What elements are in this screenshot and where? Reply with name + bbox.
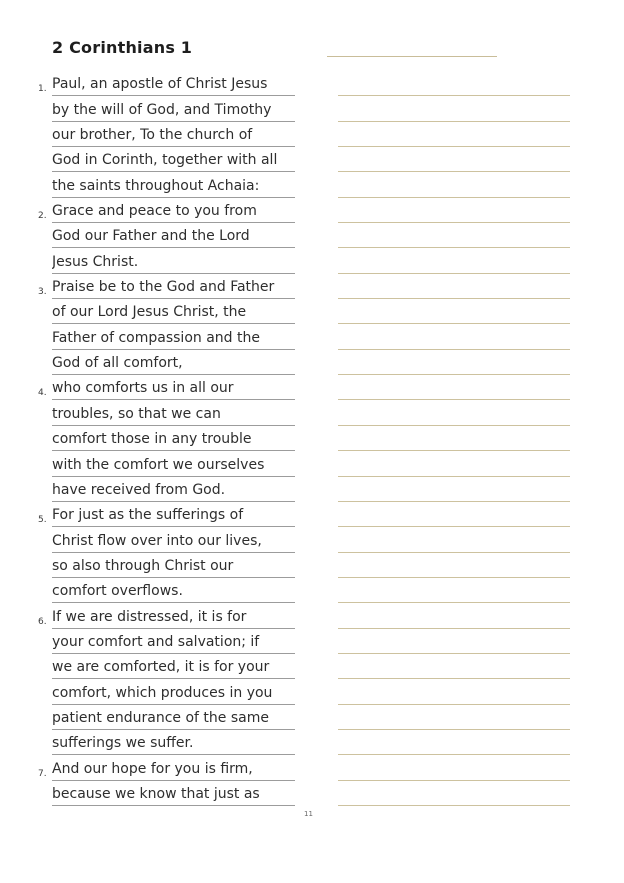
scripture-text-line: For just as the sufferings of xyxy=(52,504,295,527)
verse-number: 6. xyxy=(38,616,47,627)
scripture-text-line: so also through Christ our xyxy=(52,555,295,578)
verse-number: 5. xyxy=(38,515,47,526)
scripture-text-line: sufferings we suffer. xyxy=(52,732,295,755)
line-row xyxy=(0,147,624,172)
line-row xyxy=(0,527,624,552)
line-row xyxy=(0,198,624,223)
line-row xyxy=(0,96,624,121)
line-row xyxy=(0,679,624,704)
scripture-text-line: your comfort and salvation; if xyxy=(52,631,295,654)
scripture-text-line: have received from God. xyxy=(52,479,295,502)
line-row xyxy=(0,122,624,147)
line-row xyxy=(0,629,624,654)
scripture-text-line: our brother, To the church of xyxy=(52,124,295,147)
line-row xyxy=(0,400,624,425)
line-row xyxy=(0,502,624,527)
scripture-text-line: by the will of God, and Timothy xyxy=(52,99,295,122)
scripture-text-line: God our Father and the Lord xyxy=(52,225,295,248)
line-row xyxy=(0,299,624,324)
scripture-text-line: Jesus Christ. xyxy=(52,251,295,274)
page-title: 2 Corinthians 1 xyxy=(52,38,193,57)
writing-line[interactable] xyxy=(338,805,570,806)
scripture-text-line: Praise be to the God and Father xyxy=(52,276,295,299)
scripture-text-line: Christ flow over into our lives, xyxy=(52,530,295,553)
line-row xyxy=(0,223,624,248)
scripture-text-line: we are comforted, it is for your xyxy=(52,656,295,679)
line-row xyxy=(0,426,624,451)
line-row xyxy=(0,248,624,273)
line-row xyxy=(0,578,624,603)
line-row xyxy=(0,654,624,679)
scripture-text-line: who comforts us in all our xyxy=(52,377,295,400)
scripture-text-line: troubles, so that we can xyxy=(52,403,295,426)
line-row xyxy=(0,172,624,197)
line-row xyxy=(0,350,624,375)
scripture-text-line: If we are distressed, it is for xyxy=(52,606,295,629)
scripture-text-line: God in Corinth, together with all xyxy=(52,149,295,172)
verse-number: 4. xyxy=(38,388,47,399)
title-writing-line[interactable] xyxy=(327,56,497,57)
scripture-text-line: patient endurance of the same xyxy=(52,707,295,730)
line-row xyxy=(0,755,624,780)
line-row xyxy=(0,781,624,806)
line-row xyxy=(0,71,624,96)
scripture-text-line: God of all comfort, xyxy=(52,352,295,375)
line-row xyxy=(0,324,624,349)
verse-number: 7. xyxy=(38,768,47,779)
scripture-text-line: Grace and peace to you from xyxy=(52,200,295,223)
line-row xyxy=(0,274,624,299)
page-number: 11 xyxy=(304,810,313,818)
verse-number: 2. xyxy=(38,211,47,222)
verse-number: 3. xyxy=(38,287,47,298)
copy-lines xyxy=(0,71,624,806)
scripture-text-line: Father of compassion and the xyxy=(52,327,295,350)
line-row xyxy=(0,451,624,476)
scripture-text-line: comfort overflows. xyxy=(52,580,295,603)
line-row xyxy=(0,705,624,730)
scripture-text-line: comfort those in any trouble xyxy=(52,428,295,451)
scripture-text-line: because we know that just as xyxy=(52,783,295,806)
line-row xyxy=(0,477,624,502)
scripture-text-line: And our hope for you is firm, xyxy=(52,758,295,781)
scripture-text-line: with the comfort we ourselves xyxy=(52,454,295,477)
scripture-text-line: comfort, which produces in you xyxy=(52,682,295,705)
line-row xyxy=(0,730,624,755)
scripture-text-line: the saints throughout Achaia: xyxy=(52,175,295,198)
line-row xyxy=(0,375,624,400)
verse-number: 1. xyxy=(38,84,47,95)
line-row xyxy=(0,553,624,578)
scripture-text-line: of our Lord Jesus Christ, the xyxy=(52,301,295,324)
line-row xyxy=(0,603,624,628)
scripture-text-line: Paul, an apostle of Christ Jesus xyxy=(52,73,295,96)
